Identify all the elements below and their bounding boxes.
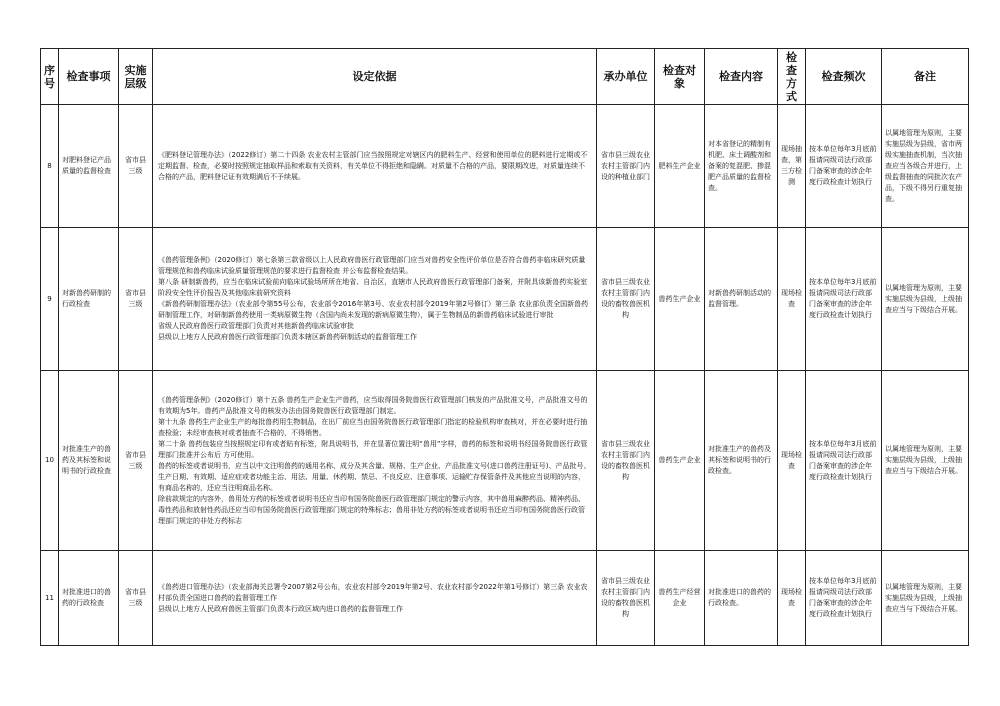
row-level: 省市县三级 [119, 371, 153, 551]
basis-paragraph: 县级以上地方人民政府兽医主管部门负责本行政区域内进口兽药的监督管理工作 [158, 604, 403, 613]
row-target: 兽药生产企业 [655, 371, 705, 551]
row-no: 10 [41, 371, 59, 551]
row-basis [153, 551, 597, 646]
header-target: 检查对象 [655, 49, 705, 105]
row-method: 现场检查 [778, 551, 806, 646]
header-no: 序号 [41, 49, 59, 105]
header-basis: 设定依据 [153, 49, 597, 105]
row-unit: 省市县三级农业农村主管部门内设的种植业部门 [597, 105, 655, 228]
header-level: 实施层级 [119, 49, 153, 105]
row-note: 以属地管理为原则，主要实施层级为县级，省市两级实施抽查机制，当次抽查应当各级合并进行，上级监督抽查的同批次农产品，下级不得另行重复抽查。 [882, 105, 969, 228]
row-target: 肥料生产企业 [655, 105, 705, 228]
basis-paragraph: 第八条 研制新兽药，应当在临床试验前向临床试验场所所在地省、自治区，直辖市人民政府兽医行政管理部门备案，并附具该新兽药实验室阶段安全性评价报告及其他临床前研究资料 [158, 278, 588, 297]
row-freq: 按本单位每年3月底前报请同级司法行政部门备案审查的涉企年度行政检查计划执行 [806, 551, 882, 646]
row-basis [153, 105, 597, 228]
row-freq: 按本单位每年3月底前报请同级司法行政部门备案审查的涉企年度行政检查计划执行 [806, 105, 882, 228]
row-unit: 省市县三级农业农村主管部门内设的畜牧兽医机构 [597, 371, 655, 551]
row-item: 对批准进口的兽药的行政检查 [59, 551, 119, 646]
header-unit: 承办单位 [597, 49, 655, 105]
row-note: 以属地管理为原则，主要实施层级为县级，上级抽查应当与下级结合开展。 [882, 551, 969, 646]
basis-paragraph: 第二十条 兽药包装应当按照规定印有或者贴有标签，附具说明书，并在显著位置注明“兽用”字样，兽药的标签和说明书经国务院兽医行政管理部门批准并公布后 方可使用。 [158, 439, 588, 459]
row-level: 省市县三级 [119, 228, 153, 371]
header-note: 备注 [882, 49, 969, 105]
row-item: 对肥料登记产品质量的监督检查 [59, 105, 119, 228]
row-basis [153, 228, 597, 371]
row-note: 以属地管理为原则，主要实施层级为县级，上级抽查应当与下级结合开展。 [882, 228, 969, 371]
basis-paragraph: 《新兽药研制管理办法》（农业部令第55号公布，农业部令2016年第3号、农业农村部令2019年第2号修订）第三条 农业部负责全国新兽药研制管理工作，对研制新兽药使用一类病原微生物（含国内尚未发现的新病原微生物），属于生物制品的新兽药临床试验进行审批 [158, 300, 589, 319]
header-method: 检查方式 [778, 49, 806, 105]
row-method: 现场抽查，第三方检测 [778, 105, 806, 228]
row-unit: 省市县三级农业农村主管部门内设的畜牧兽医机构 [597, 551, 655, 646]
basis-paragraph: 第十九条 兽药生产企业生产的每批兽药用生物制品，在出厂前应当由国务院兽医行政管理部门指定的检验机构审查核对，并在必要时进行抽查检验；未经审查核对或者抽查不合格的，不得销售。 [158, 417, 588, 437]
basis-paragraph: 兽药的标签或者说明书，应当以中文注明兽药的通用名称、成分及其含量、规格、生产企业、产品批准文号(进口兽药注册证号)、产品批号、生产日期、有效期、适应症或者功能主治、用法、用量、休药期、禁忌、不良反应、注意事项、运输贮存保管条件及其他应当说明的内容，有商品名称的，还应当注明商品名称。 [158, 461, 591, 492]
row-level: 省市县三级 [119, 105, 153, 228]
basis-paragraph: 除前款规定的内容外，兽用处方药的标签或者说明书还应当印有国务院兽医行政管理部门规定的警示内容，其中兽用麻醉药品、精神药品、毒性药品和放射性药品还应当印有国务院兽医行政管理部门规定的特殊标志；兽用非处方药的标签或者说明书还应当印有国务院兽医行政管理部门规定的非处方药标志 [158, 494, 585, 525]
row-method: 现场检查 [778, 228, 806, 371]
row-no: 8 [41, 105, 59, 228]
row-freq: 按本单位每年3月底前报请同级司法行政部门备案审查的涉企年度行政检查计划执行 [806, 371, 882, 551]
row-note: 以属地管理为原则，主要实施层级为县级，上级抽查应当与下级结合开展。 [882, 371, 969, 551]
row-basis [153, 371, 597, 551]
row-content: 对新兽药研制活动的监督管理。 [705, 228, 778, 371]
row-content: 对批准进口的兽药的行政检查。 [705, 551, 778, 646]
header-freq: 检查频次 [806, 49, 882, 105]
row-content: 对批准生产的兽药及其标签和说明书的行政检查。 [705, 371, 778, 551]
row-level: 省市县三级 [119, 551, 153, 646]
row-no: 9 [41, 228, 59, 371]
basis-paragraph: 县级以上地方人民政府兽医行政管理部门负责本辖区新兽药研制活动的监督管理工作 [158, 333, 417, 341]
row-method: 现场检查 [778, 371, 806, 551]
header-content: 检查内容 [705, 49, 778, 105]
row-freq: 按本单位每年3月底前报请同级司法行政部门备案审查的涉企年度行政检查计划执行 [806, 228, 882, 371]
inspection-table [40, 48, 969, 646]
row-content: 对本省登记的精制有机肥、床土调酸剂和备案的复混肥、掺混肥产品质量的监督检查。 [705, 105, 778, 228]
row-item: 对新兽药研制的行政检查 [59, 228, 119, 371]
row-unit: 省市县三级农业农村主管部门内设的畜牧兽医机构 [597, 228, 655, 371]
header-row [41, 49, 969, 105]
table-row [41, 105, 969, 228]
basis-paragraph: 《肥料登记管理办法》（2022修订）第二十四条 农业农村主管部门应当按照规定对辖区内的肥料生产、经营和使用单位的肥料进行定期或不定期监督、检查，必要时按照规定抽取样品和索取有关资料，有关单位不得拒绝和隐瞒。对质量不合格的产品，要限期改进，对质量连续不合格的产品，肥料登记证有效期满后不予续展。 [158, 150, 588, 181]
header-item: 检查事项 [59, 49, 119, 105]
table-row [41, 228, 969, 371]
basis-paragraph: 《兽药管理条例》（2020修订）第十五条 兽药生产企业生产兽药，应当取得国务院兽医行政管理部门核发的产品批准文号，产品批准文号的有效期为5年。兽药产品批准文号的核发办法由国务院兽医行政管理部门制定。 [158, 395, 588, 415]
basis-paragraph: 省级人民政府兽医行政管理部门负责对其他新兽药临床试验审批 [158, 322, 354, 330]
basis-paragraph: 《兽药进口管理办法》（农业部海关总署令2007第2号公布，农业农村部令2019年第2号、农业农村部令2022年第1号修订）第三条 农业农村部负责全国进口兽药的监督管理工作 [158, 582, 588, 602]
row-target: 兽药生产经营企业 [655, 551, 705, 646]
basis-paragraph: 《兽药管理条例》（2020修订）第七条第三款省级以上人民政府兽医行政管理部门应当对兽药安全性评价单位是否符合兽药非临床研究质量管理规范和兽药临床试验质量管理规范的要求进行监督检查 并公布监督检查结果。 [158, 256, 586, 275]
row-target: 兽药生产企业 [655, 228, 705, 371]
table-row [41, 551, 969, 646]
row-item: 对批准生产的兽药及其标签和说明书的行政检查 [59, 371, 119, 551]
table-row [41, 371, 969, 551]
row-no: 11 [41, 551, 59, 646]
